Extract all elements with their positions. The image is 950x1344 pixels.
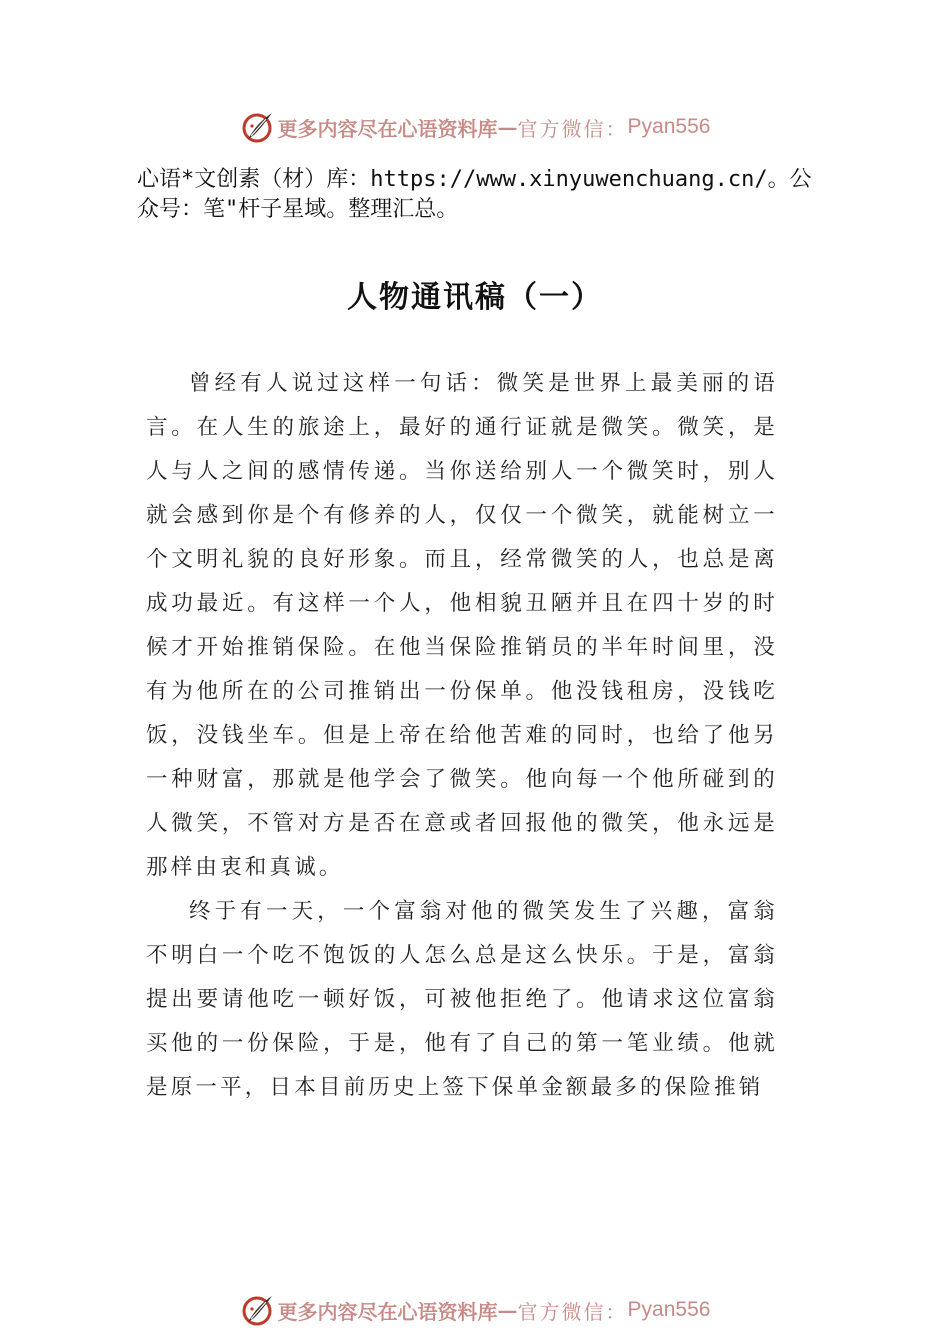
- banner-wechat-id: Pyan556: [627, 115, 711, 138]
- banner-wechat-label: 官方微信：: [517, 1299, 628, 1324]
- banner-separator: —: [497, 115, 518, 139]
- quill-circle-logo-icon: [240, 1292, 276, 1328]
- document-title: 人物通讯稿（一）: [347, 280, 603, 315]
- banner-separator: —: [497, 1298, 518, 1322]
- banner-wechat-label: 官方微信：: [517, 116, 628, 141]
- article-body: [146, 362, 778, 1110]
- paragraph: 曾经有人说过这样一句话：微笑是世界上最美丽的语言。在人生的旅途上，最好的通行证就是微笑。微笑，是人与人之间的感情传递。当你送给别人一个微笑时，别人就会感到你是个有修养的人，仅仅一个微笑，就能树立一个文明礼貌的良好形象。而且，经常微笑的人，也总是离成功最近。有这样一个人，他相貌丑陋并且在四十岁的时候才开始推销保险。在他当保险推销员的半年时间里，没有为他所在的公司推销出一份保单。他没钱租房，没钱吃饭，没钱坐车。但是上帝在给他苦难的同时，也给了他另一种财富，那就是他学会了微笑。他向每一个他所碰到的人微笑，不管对方是否在意或者回报他的微笑，他永远是那样由衷和真诚。: [146, 371, 778, 880]
- footer-banner: [0, 1290, 950, 1330]
- header-banner: [0, 107, 950, 147]
- banner-wechat-id: Pyan556: [627, 1298, 711, 1321]
- quill-circle-logo-icon: [240, 109, 276, 145]
- source-note: 心语*文创素（材）库：https://www.xinyuwenchuang.cn/。公众号：笔"杆子星域。整理汇总。: [137, 167, 812, 222]
- banner-promo-text: 更多内容尽在心语资料库: [277, 1299, 498, 1324]
- paragraph: 终于有一天，一个富翁对他的微笑发生了兴趣，富翁不明白一个吃不饱饭的人怎么总是这么快乐。于是，富翁提出要请他吃一顿好饭，可被他拒绝了。他请求这位富翁买他的一份保险，于是，他有了自己的第一笔业绩。他就是原一平，日本目前历史上签下保单金额最多的保险推销: [146, 899, 778, 1100]
- banner-promo-text: 更多内容尽在心语资料库: [277, 116, 498, 141]
